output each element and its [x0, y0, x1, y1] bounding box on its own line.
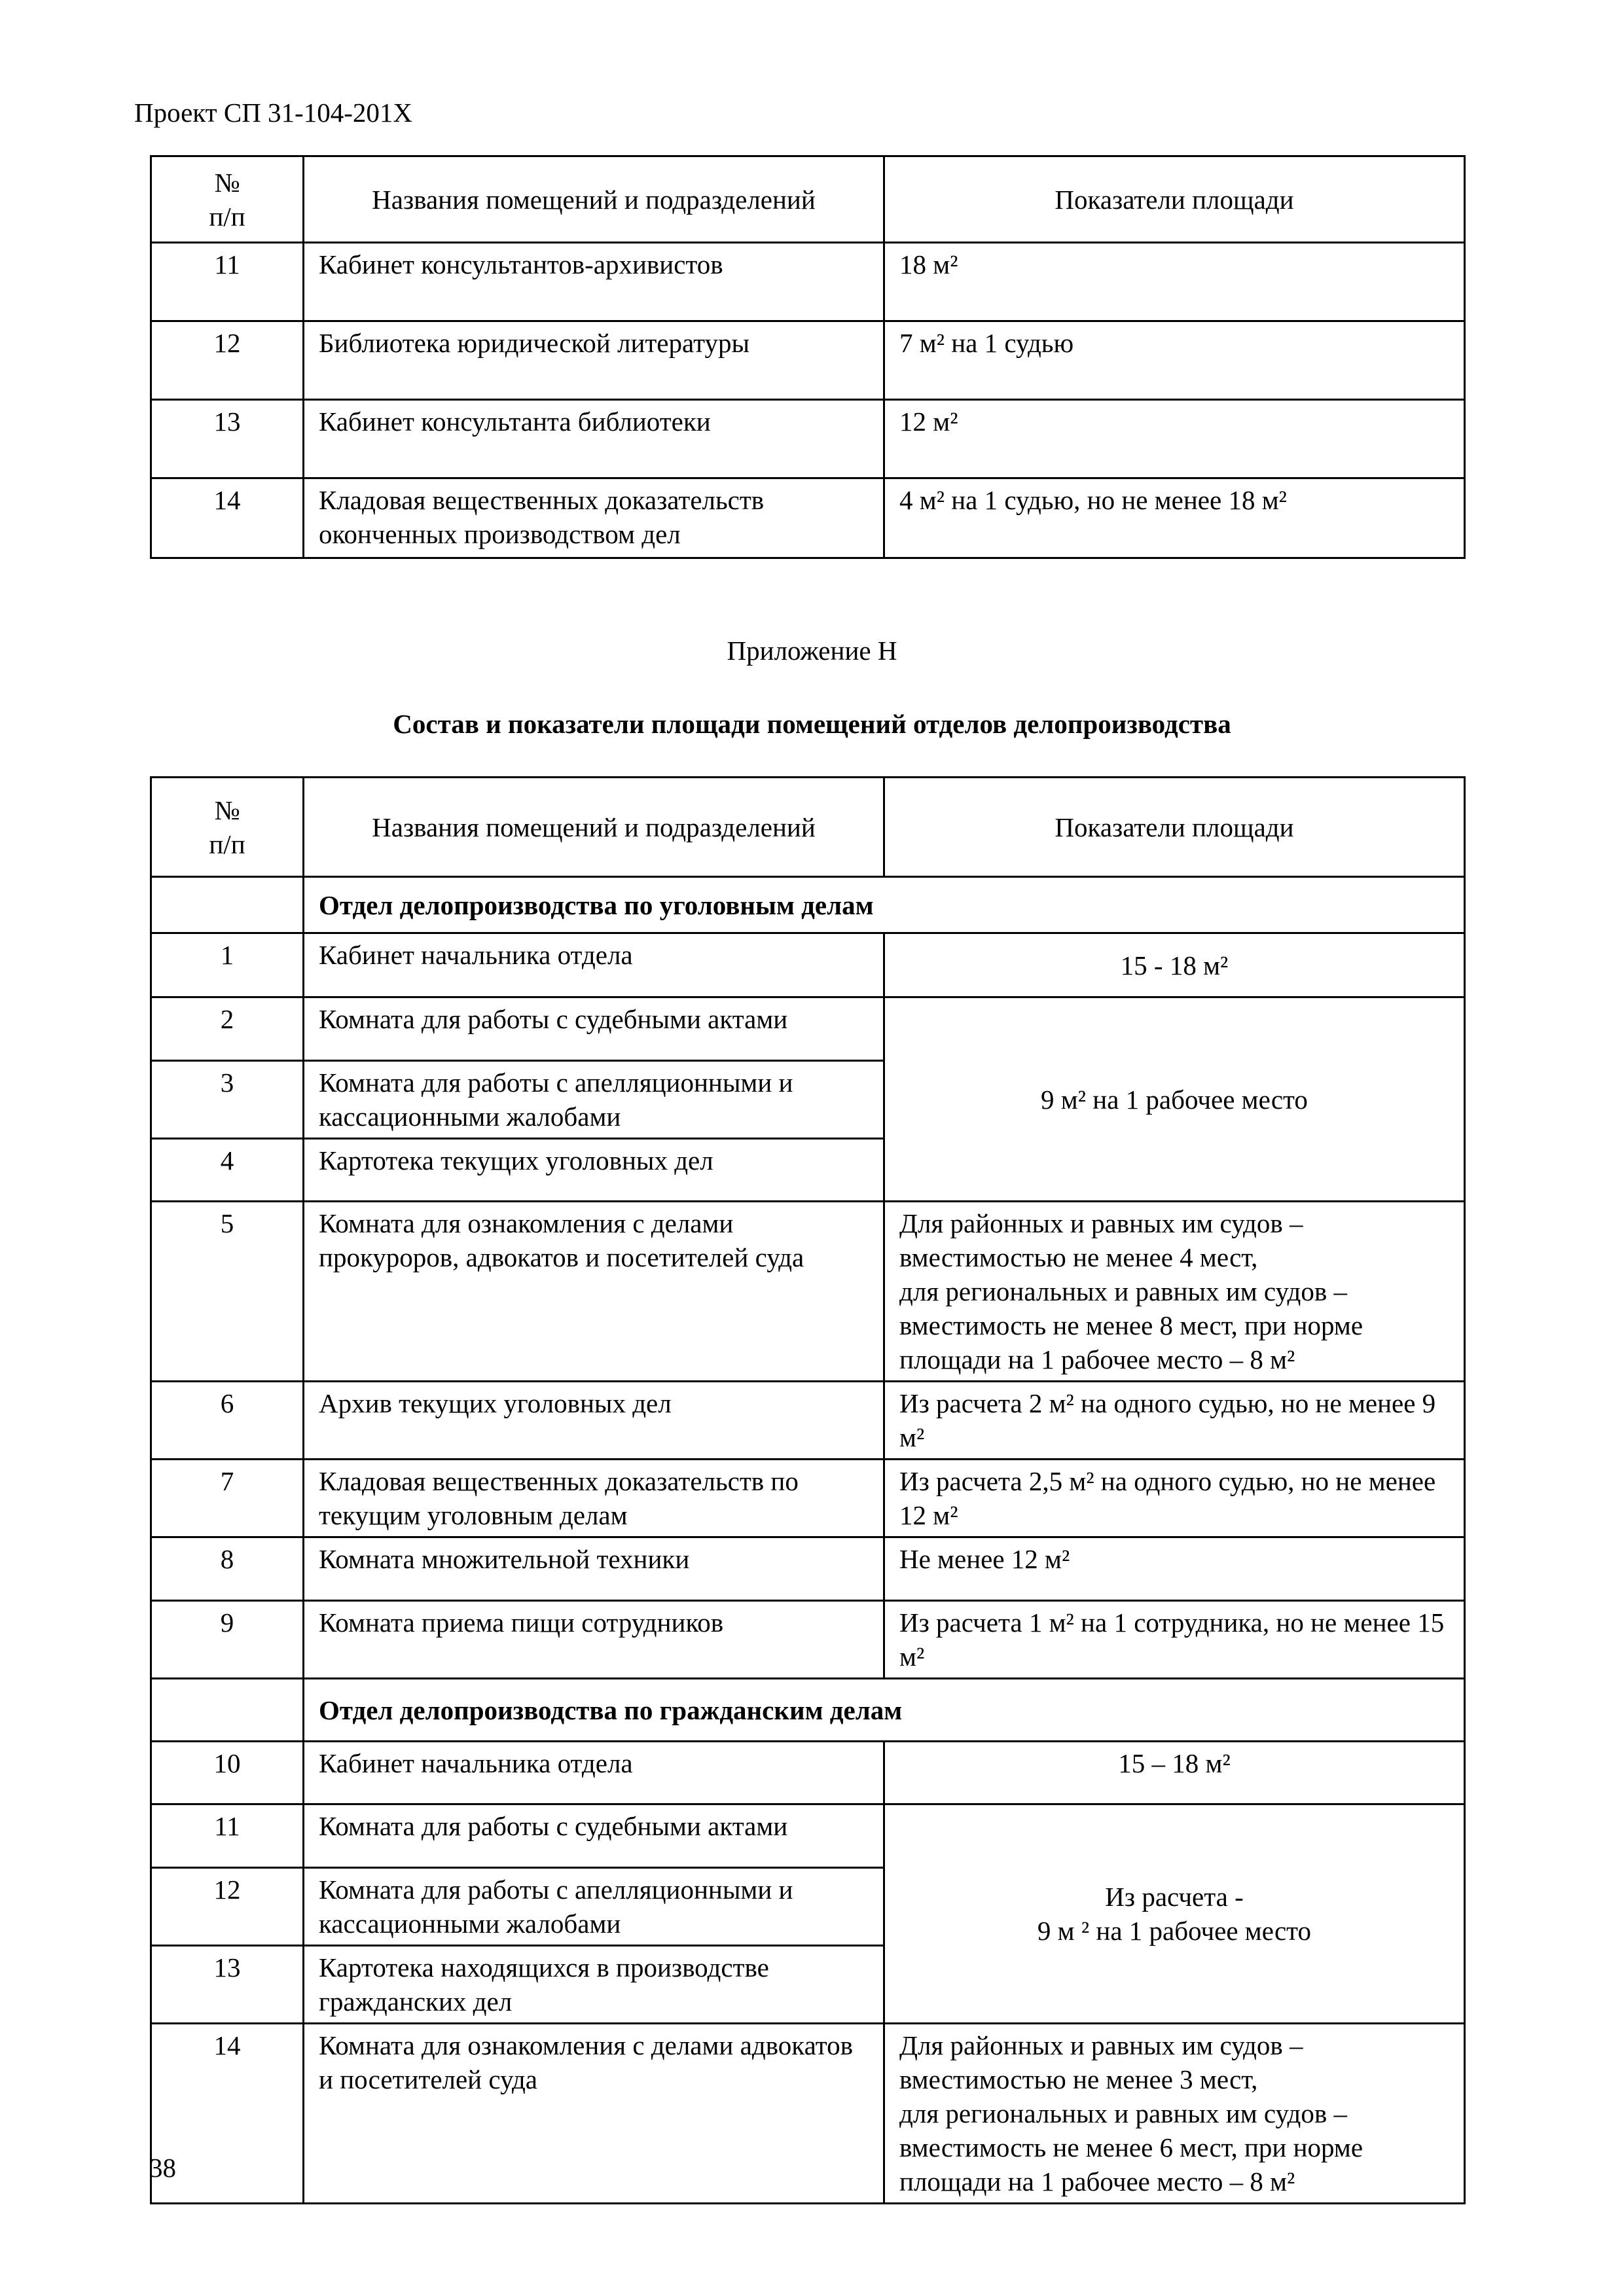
- room-name: Картотека находящихся в производстве гражданских дел: [304, 1946, 884, 2024]
- page-number: 38: [149, 2153, 176, 2183]
- room-name: Комната для работы с судебными актами: [304, 997, 884, 1061]
- table-row: [151, 1460, 1465, 1537]
- area-value: 12 м²: [884, 400, 1465, 478]
- area-value: Из расчета 1 м² на 1 сотрудника, но не менее 15 м²: [884, 1601, 1465, 1679]
- row-number: 2: [151, 997, 304, 1061]
- row-number: 14: [151, 478, 304, 558]
- table-row: [151, 1601, 1465, 1679]
- appendix-title: Приложение Н: [727, 636, 897, 666]
- room-name: Кладовая вещественных доказательств по текущим уголовным делам: [304, 1460, 884, 1537]
- row-number: 11: [151, 243, 304, 321]
- room-name: Картотека текущих уголовных дел: [304, 1139, 884, 1202]
- room-name: Комната множительной техники: [304, 1537, 884, 1601]
- room-name: Архив текущих уголовных дел: [304, 1382, 884, 1460]
- table-office-areas: [150, 776, 1466, 2204]
- row-number: 3: [151, 1061, 304, 1139]
- table-row: [151, 1804, 1465, 1868]
- table-row: [151, 1742, 1465, 1804]
- row-number: 10: [151, 1742, 304, 1804]
- room-name: Кабинет начальника отдела: [304, 933, 884, 997]
- room-name: Кабинет консультанта библиотеки: [304, 400, 884, 478]
- table-continued: [150, 155, 1466, 559]
- row-number: 12: [151, 1868, 304, 1946]
- section-title-civil: Отдел делопроизводства по гражданским делам: [304, 1679, 1465, 1742]
- room-name: Кладовая вещественных доказательств окончeнных производством дел: [304, 478, 884, 558]
- room-name: Комната для работы с апелляционными и кассационными жалобами: [304, 1868, 884, 1946]
- column-header-num: № п/п: [151, 156, 304, 243]
- column-header-area: Показатели площади: [884, 156, 1465, 243]
- room-name: Библиотека юридической литературы: [304, 321, 884, 400]
- row-number: 8: [151, 1537, 304, 1601]
- row-number: 14: [151, 2024, 304, 2204]
- area-value: 7 м² на 1 судью: [884, 321, 1465, 400]
- table-row: [151, 933, 1465, 997]
- table-row: [151, 1202, 1465, 1382]
- room-name: Кабинет начальника отдела: [304, 1742, 884, 1804]
- row-number: 5: [151, 1202, 304, 1382]
- area-value: Не менее 12 м²: [884, 1537, 1465, 1601]
- column-header-area: Показатели площади: [884, 778, 1465, 877]
- row-number: 4: [151, 1139, 304, 1202]
- room-name: Комната для работы с апелляционными и кассационными жалобами: [304, 1061, 884, 1139]
- table-row: [151, 478, 1465, 558]
- section-empty-cell: [151, 1679, 304, 1742]
- row-number: 7: [151, 1460, 304, 1537]
- table-row: [151, 2024, 1465, 2204]
- room-name: Комната для работы с судебными актами: [304, 1804, 884, 1868]
- area-value: Для районных и равных им судов – вместимостью не менее 4 мест, для региональных и равных им судов – вместимость не менее 8 мест, при норме площади на 1 рабочее место – 8 м²: [884, 1202, 1465, 1382]
- room-name: Комната для ознакомления с делами адвокатов и посетителей суда: [304, 2024, 884, 2204]
- table-row: [151, 997, 1465, 1061]
- table-row: [151, 400, 1465, 478]
- row-number: 9: [151, 1601, 304, 1679]
- area-value: Для районных и равных им судов – вместимостью не менее 3 мест, для региональных и равных им судов – вместимость не менее 6 мест, при норме площади на 1 рабочее место – 8 м²: [884, 2024, 1465, 2204]
- table-row: [151, 243, 1465, 321]
- section-empty-cell: [151, 877, 304, 933]
- row-number: 1: [151, 933, 304, 997]
- row-number: 13: [151, 400, 304, 478]
- table-row: [151, 1382, 1465, 1460]
- section-row: [151, 877, 1465, 933]
- area-value: 15 - 18 м²: [884, 933, 1465, 997]
- column-header-name: Названия помещений и подразделений: [304, 156, 884, 243]
- page-header: Проект СП 31-104-201Х: [134, 98, 412, 128]
- row-number: 12: [151, 321, 304, 400]
- area-value: 18 м²: [884, 243, 1465, 321]
- area-value: Из расчета 2,5 м² на одного судью, но не менее 12 м²: [884, 1460, 1465, 1537]
- table-header-row: [151, 778, 1465, 877]
- row-number: 6: [151, 1382, 304, 1460]
- room-name: Комната приема пищи сотрудников: [304, 1601, 884, 1679]
- room-name: Комната для ознакомления с делами прокуроров, адвокатов и посетителей суда: [304, 1202, 884, 1382]
- table-header-row: [151, 156, 1465, 243]
- section-row: [151, 1679, 1465, 1742]
- area-value-merged: 9 м² на 1 рабочее место: [884, 997, 1465, 1202]
- area-value: 4 м² на 1 судью, но не менее 18 м²: [884, 478, 1465, 558]
- section-title-criminal: Отдел делопроизводства по уголовным делам: [304, 877, 1465, 933]
- column-header-name: Названия помещений и подразделений: [304, 778, 884, 877]
- room-name: Кабинет консультантов-архивистов: [304, 243, 884, 321]
- area-value: 15 – 18 м²: [884, 1742, 1465, 1804]
- table-row: [151, 1537, 1465, 1601]
- area-value: Из расчета 2 м² на одного судью, но не менее 9 м²: [884, 1382, 1465, 1460]
- row-number: 13: [151, 1946, 304, 2024]
- table-row: [151, 321, 1465, 400]
- row-number: 11: [151, 1804, 304, 1868]
- area-value-merged: Из расчета - 9 м ² на 1 рабочее место: [884, 1804, 1465, 2024]
- column-header-num: № п/п: [151, 778, 304, 877]
- appendix-subtitle: Состав и показатели площади помещений отделов делопроизводства: [393, 709, 1231, 739]
